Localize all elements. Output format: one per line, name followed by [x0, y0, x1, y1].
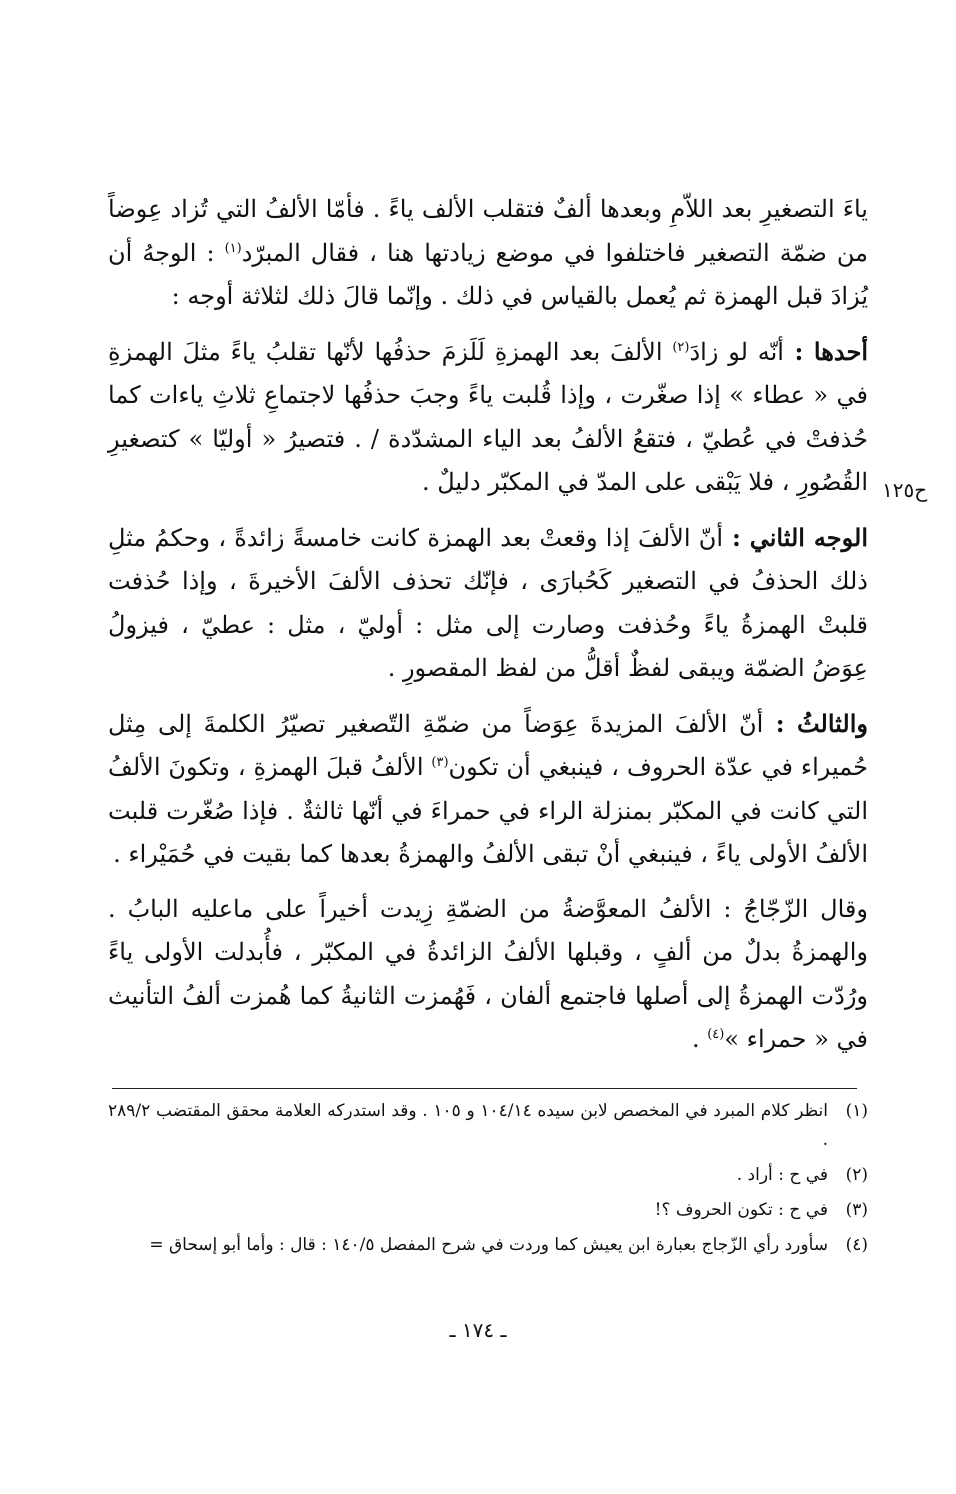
- paragraph-2-lead: أحدها :: [783, 336, 868, 366]
- paragraph-3-lead: الوجه الثاني :: [723, 522, 868, 552]
- footnote-text: في ح : تكون الحروف ؟!: [654, 1200, 828, 1220]
- paragraph-1: [108, 188, 868, 319]
- main-text: [108, 188, 868, 1062]
- footnote-text: في ح : أراد .: [736, 1165, 828, 1185]
- paragraph-2-text-b: الألفَ بعد الهمزةِ لَلَزمَ حذفُها لأنّها تقلبُ ياءً مثلَ الهمزةِ في « عطاء » إذا صغّرت ، وإذا قُلبت ياءً وجبَ حذفُها لاجتماعِ ثلاثِ ياءات كما حُذفتْ في عُطيّ ، فتقعُ الألفُ بعد الياء المشدّدة / . فتصيرُ « أوليّا » كتصغيرِ القُصُورِ ، فلا يَبْقى على المدّ في المكبّر دليلٌ .: [108, 337, 868, 496]
- paragraph-5-text-a: وقال الزّجّاجُ : الألفُ المعوَّضةُ من الضمّةِ زِيدت أخيراً على ماعليه البابُ . والهمزةُ بدلٌ من ألفٍ ، وقبلها الألفُ الزائدةُ في المكبّر ، فأُبدلت الأولى ياءً ورُدّت الهمزةُ إلى أصلها فاجتمع ألفان ، فَهُمزت الثانيةُ كما هُمزت ألفُ التأنيث في « حمراء »: [108, 894, 868, 1053]
- paragraph-1-text-a: ياءَ التصغيرِ بعد اللاّمِ وبعدها ألفٌ فتقلب الألف ياءً . فأمّا الألفُ التي تُزاد عِوضاً من ضمّة التصغير فاختلفوا في موضع زيادتها هنا ، فقال المبرّد: [108, 195, 868, 267]
- footnote-text: انظر كلام المبرد في المخصص لابن سيده ١٠٤/١٤ و ١٠٥ . وقد استدركه العلامة محقق المقتضب ٢٨٩/٢ .: [108, 1101, 828, 1150]
- footnote: [108, 1231, 868, 1260]
- footnote: [108, 1196, 868, 1225]
- footnote-divider: [112, 1088, 857, 1089]
- page-number: ـ ١٧٤ ـ: [449, 1318, 507, 1342]
- footnote: [108, 1097, 868, 1155]
- paragraph-2: [108, 330, 868, 505]
- paragraph-2-text-a: أنّه لو زادَ: [689, 337, 784, 366]
- footnotes: [108, 1097, 868, 1266]
- footnote-number: (٣): [845, 1200, 868, 1220]
- footnote-ref-3: (٣): [431, 755, 449, 770]
- paragraph-3-text: أنّ الألفَ إذا وقعتْ بعد الهمزة كانت خامسةً زائدةً ، وحكمُ مثلِ ذلك الحذفُ في التصغير كَحُبارَى ، فإنّك تحذف الألفَ الأخيرةَ ، وإذا حُذفت قلبتْ الهمزةُ ياءً وحُذفت وصارت إلى مثل : أوليّ ، مثل : عطيّ ، فيزولُ عِوَضُ الضمّة ويبقى لفظٌ أقلُّ من لفظ المقصورِ .: [108, 523, 868, 682]
- paragraph-4-text-a: أنّ الألفَ المزيدةَ عِوَضاً من ضمّةِ التّصغير تصيّرُ الكلمةَ إلى مِثل حُميراء في عدّة الحروف ، فينبغي أن تكون: [108, 709, 868, 781]
- footnote-ref-2: (٢): [672, 339, 690, 355]
- footnote-ref-4: (٤): [707, 1027, 725, 1042]
- footnote-number: (٢): [845, 1165, 868, 1185]
- paragraph-5: [108, 888, 868, 1062]
- footnote-text: سأورد رأي الزّجاج بعبارة ابن يعيش كما وردت في شرح المفصل ١٤٠/٥ : قال : وأما أبو إسحاق =: [149, 1235, 828, 1255]
- footnote-number: (١): [845, 1101, 868, 1121]
- paragraph-5-text-b: .: [691, 1025, 708, 1053]
- footnote: [108, 1161, 868, 1190]
- paragraph-4-lead: والثالثُ :: [763, 708, 868, 738]
- paragraph-4: [108, 702, 868, 877]
- paragraph-1-text-b: : الوجهُ أن يُزادَ قبل الهمزة ثم يُعمل بالقياس في ذلك . وإنّما قالَ ذلك لثلاثة أوجه :: [108, 238, 868, 310]
- footnote-number: (٤): [845, 1235, 868, 1255]
- footnote-ref-1: (١): [224, 240, 242, 256]
- manuscript-page-marker: ح١٢٥: [882, 478, 928, 502]
- paragraph-3: [108, 516, 868, 691]
- paragraph-4-text-b: الألفُ قبلَ الهمزةِ ، وتكونَ الألفُ التي كانت في المكبّر بمنزلة الراء في حمراءَ في أنّها ثالثةٌ . فإذا صُغّرت قلبت الألفُ الأولى ياءً ، فينبغي أنْ تبقى الألفُ والهمزةُ بعدها كما بقيت في حُمَيْراء .: [108, 753, 869, 868]
